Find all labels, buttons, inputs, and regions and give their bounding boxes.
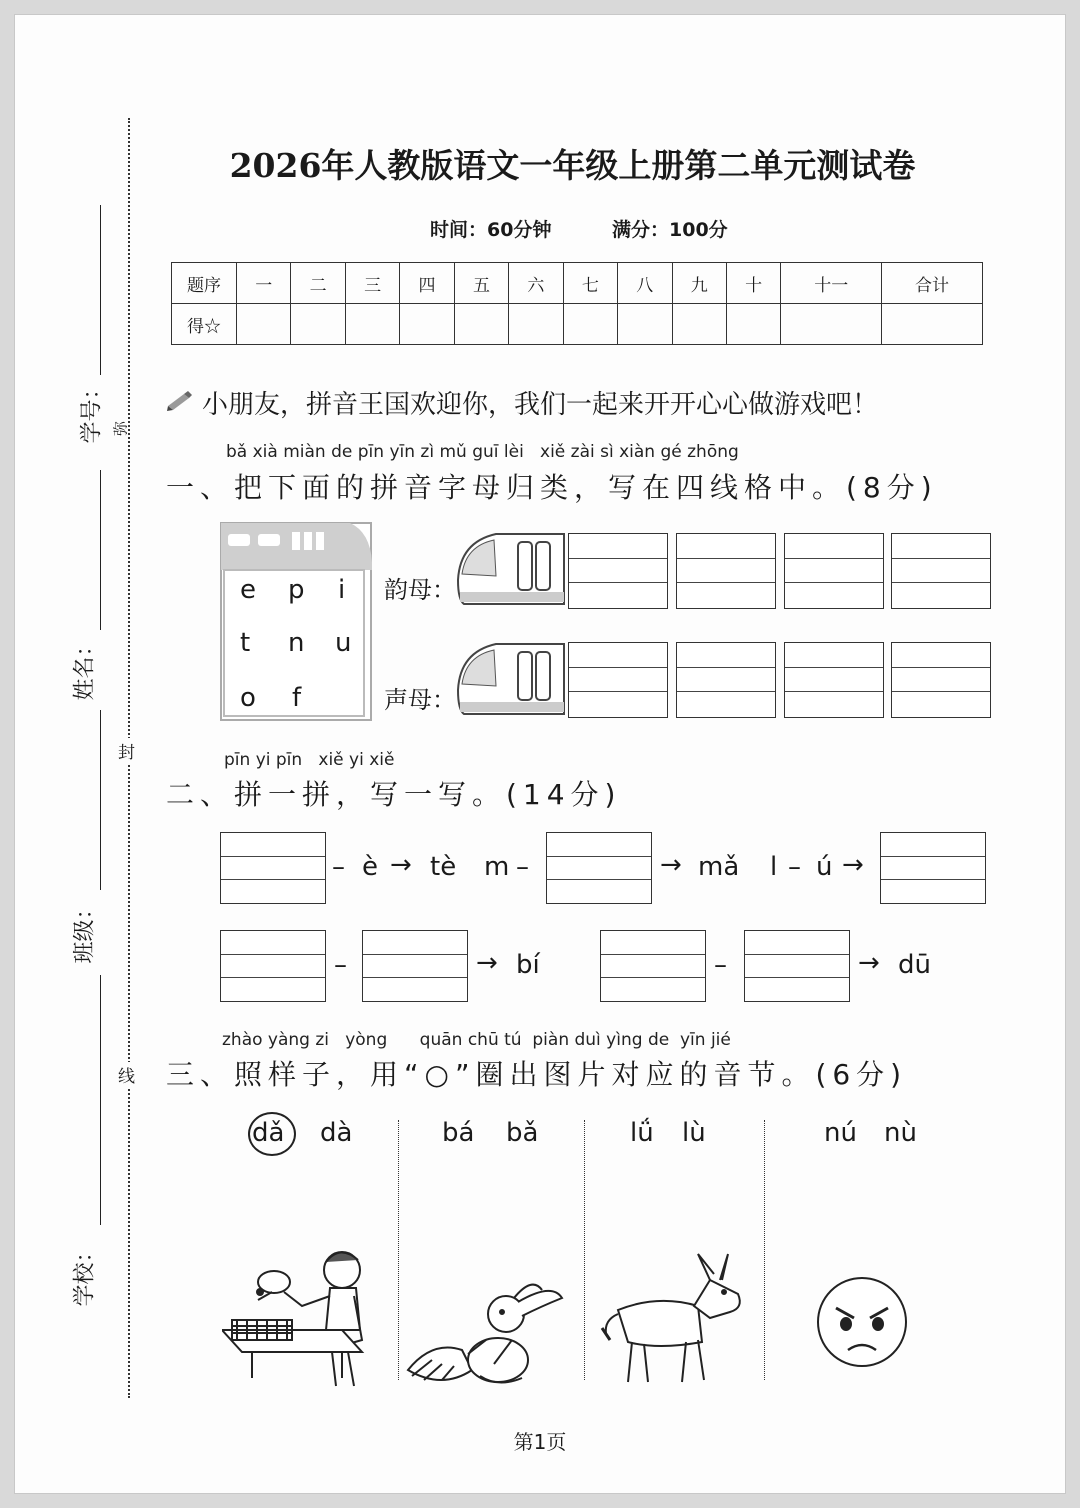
rabbit-pulling-radish-picture <box>402 1280 567 1390</box>
option-da4[interactable]: dà <box>320 1118 353 1148</box>
name-line <box>100 470 101 630</box>
arrow-right-icon: → <box>390 850 412 880</box>
score-cell[interactable] <box>618 304 672 345</box>
arrow-right-icon: → <box>660 850 682 880</box>
option-nu4[interactable]: nù <box>884 1118 917 1148</box>
column-divider <box>398 1120 399 1380</box>
score-col-11: 十一 <box>781 263 882 304</box>
q2-result-te: tè <box>430 852 457 882</box>
letter-n: n <box>288 628 305 658</box>
score-cell[interactable] <box>726 304 780 345</box>
four-line-grid-shengmu-3[interactable] <box>784 642 884 718</box>
score-cell[interactable] <box>454 304 508 345</box>
q3-pinyin: zhào yàng zi yòng quān chū tú piàn duì yìng de yīn jié <box>222 1030 731 1050</box>
q1-pinyin: bǎ xià miàn de pīn yīn zì mǔ guī lèi xiě zài sì xiàn gé zhōng <box>226 442 739 462</box>
option-lv2[interactable]: lǘ <box>630 1118 654 1148</box>
letter-f: f <box>292 683 302 713</box>
score-col-4: 四 <box>400 263 454 304</box>
option-ba2[interactable]: bá <box>442 1118 475 1148</box>
shengmu-label: 声母： <box>384 686 456 714</box>
q2-vowel-e: è <box>362 852 378 882</box>
score-row-label: 得☆ <box>172 304 237 345</box>
score-cell[interactable] <box>345 304 399 345</box>
letter-o: o <box>240 683 256 713</box>
q1-question: 一、把下面的拼音字母归类，写在四线格中。(8分) <box>166 471 938 504</box>
q2-question: 二、拼一拼，写一写。(14分) <box>166 778 622 811</box>
intro-text: 小朋友，拼音王国欢迎你，我们一起来开开心心做游戏吧！ <box>202 390 879 420</box>
page-number: 第1页 <box>513 1430 567 1454</box>
score-col-1: 一 <box>237 263 291 304</box>
score-cell[interactable] <box>781 304 882 345</box>
student-no-label: 学号： <box>79 377 105 444</box>
score-col-3: 三 <box>345 263 399 304</box>
score-cell[interactable] <box>672 304 726 345</box>
student-no-line <box>100 205 101 375</box>
letter-p: p <box>288 575 305 605</box>
score-cell[interactable] <box>563 304 617 345</box>
seal-xian: 线 <box>118 1062 135 1087</box>
seal-feng: 封 <box>118 738 135 763</box>
pencil-icon <box>166 388 194 412</box>
column-divider <box>764 1120 765 1380</box>
angry-face-picture <box>812 1272 912 1372</box>
full-score: 满分：100分 <box>612 219 728 241</box>
q2-grid-7[interactable] <box>744 930 850 1002</box>
score-table-header-row <box>172 263 983 304</box>
page-title: 2026年人教版语文一年级上册第二单元测试卷 <box>229 146 916 185</box>
q2-initial-l: l <box>770 852 778 882</box>
score-col-9: 九 <box>672 263 726 304</box>
four-line-grid-yunmu-1[interactable] <box>568 533 668 609</box>
school-label: 学校： <box>72 1240 98 1307</box>
name-label: 姓名： <box>72 634 98 701</box>
four-line-grid-shengmu-1[interactable] <box>568 642 668 718</box>
option-lu4[interactable]: lù <box>682 1118 706 1148</box>
four-line-grid-shengmu-2[interactable] <box>676 642 776 718</box>
score-col-10: 十 <box>726 263 780 304</box>
four-line-grid-yunmu-4[interactable] <box>891 533 991 609</box>
seal-mi: 弥 <box>111 421 130 437</box>
arrow-right-icon: → <box>842 850 864 880</box>
score-col-total: 合计 <box>882 263 983 304</box>
score-table <box>171 262 983 345</box>
letter-u: u <box>335 628 352 658</box>
table-tennis-picture <box>222 1240 372 1390</box>
score-cell[interactable] <box>400 304 454 345</box>
exam-time: 时间：60分钟 <box>430 219 552 241</box>
score-col-label: 题序 <box>172 263 237 304</box>
score-cell[interactable] <box>882 304 983 345</box>
four-line-grid-shengmu-4[interactable] <box>891 642 991 718</box>
q2-pinyin: pīn yi pīn xiě yi xiě <box>224 750 395 770</box>
q2-result-du: dū <box>898 950 931 980</box>
q2-grid-2[interactable] <box>546 832 652 904</box>
arrow-right-icon: → <box>858 948 880 978</box>
letter-e: e <box>240 575 256 605</box>
score-col-7: 七 <box>563 263 617 304</box>
q2-grid-1[interactable] <box>220 832 326 904</box>
score-table-score-row <box>172 304 983 345</box>
yunmu-label: 韵母： <box>384 576 456 604</box>
score-col-8: 八 <box>618 263 672 304</box>
q2-grid-6[interactable] <box>600 930 706 1002</box>
arrow-right-icon: → <box>476 948 498 978</box>
q2-initial-m: m <box>484 852 510 882</box>
q2-result-bi: bí <box>516 950 540 980</box>
train-head-icon <box>456 640 566 718</box>
school-line <box>100 975 101 1225</box>
four-line-grid-yunmu-3[interactable] <box>784 533 884 609</box>
letter-i: i <box>338 575 346 605</box>
score-cell[interactable] <box>291 304 345 345</box>
four-line-grid-yunmu-2[interactable] <box>676 533 776 609</box>
score-col-2: 二 <box>291 263 345 304</box>
train-head-icon <box>456 530 566 608</box>
option-nu2[interactable]: nú <box>824 1118 857 1148</box>
q2-grid-4[interactable] <box>220 930 326 1002</box>
donkey-picture <box>598 1250 748 1390</box>
option-ba3[interactable]: bǎ <box>506 1118 539 1148</box>
q2-result-ma: mǎ <box>698 852 740 882</box>
letter-t: t <box>240 628 251 658</box>
column-divider <box>584 1120 585 1380</box>
score-col-5: 五 <box>454 263 508 304</box>
class-line <box>100 710 101 890</box>
q3-question: 三、照样子，用“○”圈出图片对应的音节。(6分) <box>166 1058 908 1091</box>
score-cell[interactable] <box>237 304 291 345</box>
q2-vowel-u: ú <box>816 852 833 882</box>
q2-grid-5[interactable] <box>362 930 468 1002</box>
score-col-6: 六 <box>509 263 563 304</box>
class-label: 班级： <box>72 897 98 964</box>
score-cell[interactable] <box>509 304 563 345</box>
option-da3: dǎ <box>252 1118 285 1148</box>
q2-grid-3[interactable] <box>880 832 986 904</box>
